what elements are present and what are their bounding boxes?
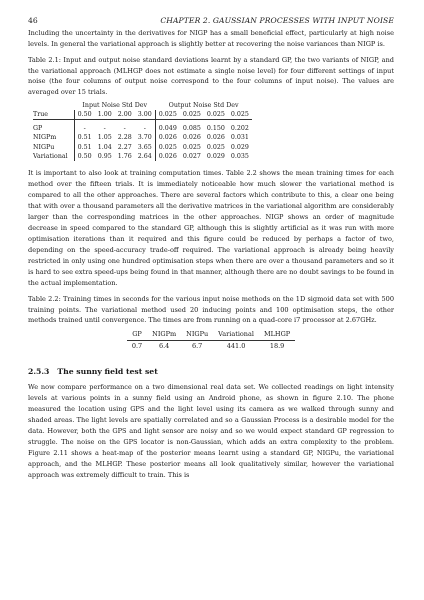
table-2-2-caption: Table 2.2: Training times in seconds for the various input noise methods on the 1D sigmoid data set with 500 training points. The variational method used 20 inducing points and 100 optimisation steps, the other methods trained until convergence. The times are from running on a quad-core i7 processor at 2.67GHz.	[28, 295, 394, 325]
column-header: Variational	[213, 329, 259, 341]
table-2-1-caption: Table 2.1: Input and output noise standard deviations learnt by a standard GP, the two variants of NIGP, and the variational approach (MLHGP does not estimate a single noise level) for four different settings of input noise (the four columns of output noise correspond to the four columns of input noise). The values are averaged over 15 trials.	[28, 56, 394, 96]
table-cell: 0.025	[155, 143, 180, 152]
table-cell: 0.026	[182, 134, 201, 142]
page	[28, 16, 394, 481]
table-cell: 0.027	[182, 153, 201, 160]
table-cell: 3.00	[135, 110, 156, 120]
table-cell: 1.76	[117, 153, 132, 160]
table-cell: 0.51	[74, 143, 95, 152]
table-cell: 6.7	[191, 342, 203, 351]
table-cell: 3.65	[137, 143, 152, 151]
table-cell: 0.50	[74, 152, 95, 161]
table-cell: 1.05	[97, 134, 112, 142]
table-header-row	[127, 329, 295, 341]
table-cell: 0.025	[180, 110, 204, 120]
group-header-input-noise: Input Noise Std Dev	[82, 101, 148, 109]
table-cell: 0.025	[182, 143, 201, 151]
running-header	[28, 16, 394, 28]
row-label: NIGPm	[33, 134, 57, 142]
table-cell: 0.026	[155, 152, 180, 161]
table-cell: 0.025	[204, 110, 228, 120]
table-cell: 0.029	[230, 143, 249, 151]
table-row	[33, 124, 252, 133]
table-cell: 1.00	[95, 110, 115, 120]
paragraph-training-times: It is important to also look at training computation times. Table 2.2 shows the mean training times for each method over the fifteen trials. It is immediately noticeable how much slower the variational method is compared to all the other approaches. There are several factors which contribute to this, a clear one being that with over a thousand parameters all the derivative matrices in the variational algorithm are considerably larger than the corresponding matrices in the other approaches. NIGP shows an order of magnitude decrease in speed compared to the standard GP, although this is slightly artificial as it was run with more optimisation iterations than it required and this figure could be reduced by perhaps a factor of two, depending on the speed-accuracy trade-off required. The variational approach is already being heavily restricted in only using one hundred optimisation steps when there are over a thousand parameters and so it is hard to see extra speed-ups being found in that manner, although there are no doubt savings to be found in the actual implementation.	[28, 169, 394, 288]
column-header: NIGPm	[147, 329, 181, 341]
table-cell: 0.029	[206, 153, 225, 160]
table-cell: 2.00	[115, 110, 135, 120]
table-row	[33, 133, 252, 142]
table-cell: 0.51	[74, 133, 95, 142]
table-row	[33, 152, 252, 161]
table-cell: 3.70	[137, 134, 152, 142]
table-cell: 18.9	[269, 342, 285, 351]
table-row	[127, 340, 295, 352]
table-cell: 0.031	[230, 134, 249, 142]
table-row-true	[33, 110, 252, 120]
table-cell: 0.95	[97, 153, 112, 160]
table-cell: 0.202	[230, 125, 249, 133]
table-cell: 1.04	[97, 143, 112, 151]
table-cell: -	[103, 125, 106, 133]
table-row	[33, 143, 252, 152]
table-cell: 441.0	[226, 342, 246, 351]
group-header-output-noise: Output Noise Std Dev	[168, 101, 239, 109]
table-cell: 0.035	[230, 153, 249, 160]
table-cell: 0.7	[131, 342, 143, 351]
table-cell: 0.025	[155, 110, 180, 120]
table-cell: -	[143, 125, 146, 133]
table-2-2	[127, 329, 295, 352]
table-cell: 6.4	[158, 342, 170, 351]
table-2-1	[33, 100, 252, 161]
row-label: NIGPu	[33, 143, 55, 151]
table-cell: 2.28	[117, 134, 132, 142]
page-number: 46	[28, 16, 38, 25]
table-cell: 2.27	[117, 143, 132, 151]
table-cell: 0.50	[74, 110, 95, 120]
table-cell: 0.026	[155, 133, 180, 142]
paragraph-intro: Including the uncertainty in the derivatives for NIGP has a small beneficial effect, particularly at high noise levels. In general the variational approach is slightly better at recovering the noise variances than NIGP is.	[28, 29, 394, 48]
row-label: True	[33, 110, 74, 120]
table-cell: 0.026	[206, 134, 225, 142]
table-cell: 0.025	[228, 110, 252, 120]
section-title: The sunny field test set	[57, 366, 158, 376]
table-cell: 0.150	[206, 125, 225, 133]
table-cell: 0.025	[206, 143, 225, 151]
row-label: GP	[33, 125, 43, 133]
paragraph-sunny-field: We now compare performance on a two dimensional real data set. We collected readings on light intensity levels at various points in a sunny field using an Android phone, as shown in figure 2.10. The phone measured the location using GPS and the light level using its camera as we walked through sunny and shaded areas. The light levels are spatially correlated and so a Gaussian Process is a desirable model for the data. However, both the GPS and light sensor are noisy and so we would expect standard GP regression to struggle. The noise on the GPS locator is non-Gaussian, which adds an extra complexity to the problem. Figure 2.11 shows a heat-map of the posterior means learnt using a standard GP, NIGPu, the variational approach, and the MLHGP. These posterior means all look qualitatively similar, however the variational approach was extremely difficult to train. This is	[28, 382, 394, 479]
table-cell: 0.085	[182, 125, 201, 133]
table-cell: 2.64	[137, 153, 152, 160]
column-header: NIGPu	[181, 329, 213, 341]
table-cell: -	[123, 125, 126, 133]
chapter-title: CHAPTER 2. GAUSSIAN PROCESSES WITH INPUT NOISE	[160, 16, 394, 25]
table-cell: -	[74, 124, 95, 133]
column-header: GP	[127, 329, 147, 341]
table-cell: 0.049	[155, 124, 180, 133]
column-header: MLHGP	[259, 329, 295, 341]
section-number: 2.5.3	[28, 366, 50, 376]
section-heading	[28, 365, 394, 378]
row-label: Variational	[33, 153, 68, 160]
